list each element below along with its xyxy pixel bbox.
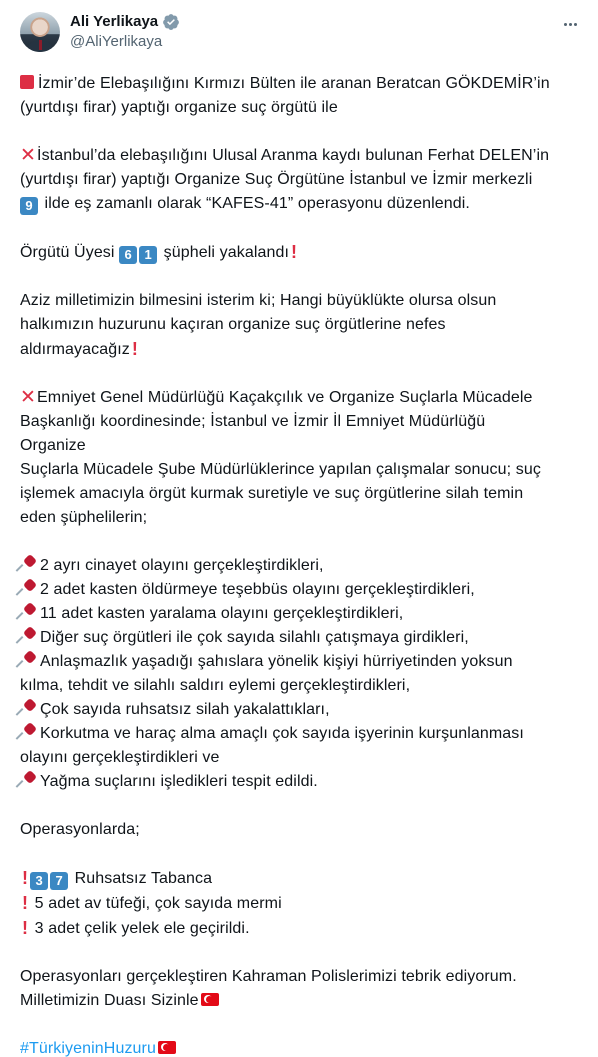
exclamation-icon: !: [131, 339, 139, 359]
text-segment: 5 adet av tüfeği, çok sayıda mermi: [30, 895, 282, 912]
pushpin-icon: [20, 723, 38, 741]
pushpin-icon: [20, 771, 38, 789]
paragraph-gap: [20, 120, 582, 144]
text-line: [20, 916, 582, 941]
exclamation-icon: !: [291, 242, 298, 262]
pushpin-icon: [20, 603, 38, 621]
hashtag-link[interactable]: #TürkiyeninHuzuru: [20, 1040, 156, 1057]
paragraph-gap: [20, 1013, 582, 1037]
text-line: [20, 891, 582, 916]
text-line: [20, 698, 582, 722]
text-segment: 11 adet kasten yaralama olayını gerçekleştirdikleri,: [40, 605, 404, 622]
turkey-flag-icon: [201, 993, 219, 1006]
text-line: [20, 866, 582, 891]
text-line: [20, 386, 582, 410]
author-handle[interactable]: @AliYerlikaya: [70, 33, 163, 50]
exclamation-icon: !: [22, 893, 29, 913]
tweet-header: [20, 12, 582, 56]
text-line: [20, 626, 582, 650]
text-line: [20, 289, 582, 313]
pushpin-icon: [20, 555, 38, 573]
author-identity: [70, 12, 180, 52]
text-segment: Çok sayıda ruhsatsız silah yakalattıkları,: [40, 701, 330, 718]
text-segment: Milletimizin Duası Sizinle: [20, 992, 199, 1009]
turkey-flag-icon: [158, 1041, 176, 1054]
text-line: [20, 168, 582, 192]
text-line: [20, 722, 582, 746]
text-segment: Korkutma ve haraç alma amaçlı çok sayıda işyerinin kurşunlanması: [40, 725, 524, 742]
more-options-icon[interactable]: [558, 14, 582, 34]
text-segment: Aziz milletimizin bilmesini isterim ki; Hangi büyüklükte olursa olsun: [20, 292, 497, 309]
text-segment: Operasyonlarda;: [20, 821, 140, 838]
text-line: [20, 650, 582, 674]
paragraph-gap: [20, 265, 582, 289]
cross-mark-icon: ✕: [20, 145, 37, 166]
cross-mark-icon: ✕: [20, 387, 37, 408]
text-segment: 2 adet kasten öldürmeye teşebbüs olayını gerçekleştirdikleri,: [40, 581, 475, 598]
text-segment: 3 adet çelik yelek ele geçirildi.: [30, 920, 250, 937]
text-segment: Yağma suçlarını işledikleri tespit edildi.: [40, 773, 318, 790]
text-line: [20, 482, 582, 506]
text-line: [20, 240, 582, 265]
number-keycap-icon: 1: [139, 246, 157, 264]
text-segment: halkımızın huzurunu kaçıran organize suç örgütlerine nefes: [20, 316, 446, 333]
text-segment: (yurtdışı firar) yaptığı organize suç örgütü ile: [20, 99, 338, 116]
text-segment: olayını gerçekleştirdikleri ve: [20, 749, 220, 766]
text-line: [20, 1037, 582, 1057]
text-line: [20, 96, 582, 120]
paragraph-gap: [20, 794, 582, 818]
text-line: [20, 410, 582, 434]
text-line: [20, 192, 582, 216]
text-line: [20, 578, 582, 602]
text-segment: işlemek amacıyla örgüt kurmak suretiyle ve suç örgütlerine silah temin: [20, 485, 524, 502]
paragraph-gap: [20, 842, 582, 866]
text-segment: eden şüphelilerin;: [20, 509, 148, 526]
text-line: [20, 746, 582, 770]
text-segment: (yurtdışı firar) yaptığı Organize Suç Örgütüne İstanbul ve İzmir merkezli: [20, 171, 533, 188]
red-square-icon: [20, 75, 34, 89]
exclamation-icon: !: [22, 918, 29, 938]
text-segment: Suçlarla Mücadele Şube Müdürlüklerince yapılan çalışmalar sonucu; suç: [20, 461, 541, 478]
text-segment: 2 ayrı cinayet olayını gerçekleştirdikleri,: [40, 557, 324, 574]
text-segment: Örgütü Üyesi: [20, 244, 120, 261]
number-keycap-icon: 3: [30, 872, 48, 890]
number-keycap-icon: 7: [50, 872, 68, 890]
text-line: [20, 434, 582, 458]
tweet-text: [20, 72, 582, 1057]
text-line: [20, 458, 582, 482]
text-line: [20, 989, 582, 1013]
text-segment: Emniyet Genel Müdürlüğü Kaçakçılık ve Organize Suçlarla Mücadele: [37, 389, 533, 406]
paragraph-gap: [20, 530, 582, 554]
text-segment: İstanbul’da elebaşılığını Ulusal Aranma kaydı bulunan Ferhat DELEN’in: [37, 147, 550, 164]
number-keycap-icon: 9: [20, 197, 38, 215]
text-line: [20, 313, 582, 337]
author-name[interactable]: Ali Yerlikaya: [70, 13, 159, 30]
text-segment: Anlaşmazlık yaşadığı şahıslara yönelik kişiyi hürriyetinden yoksun: [40, 653, 513, 670]
pushpin-icon: [20, 699, 38, 717]
text-line: [20, 337, 582, 362]
text-segment: Operasyonları gerçekleştiren Kahraman Polislerimizi tebrik ediyorum.: [20, 968, 517, 985]
text-segment: aldırmayacağız: [20, 341, 130, 358]
avatar[interactable]: [20, 12, 60, 52]
text-segment: ilde eş zamanlı olarak “KAFES-41” operasyonu düzenlendi.: [40, 195, 470, 212]
text-segment: Diğer suç örgütleri ile çok sayıda silahlı çatışmaya girdikleri,: [40, 629, 469, 646]
exclamation-icon: !: [22, 868, 29, 888]
text-segment: Organize: [20, 437, 86, 454]
text-line: [20, 506, 582, 530]
text-segment: İzmir’de Elebaşılığını Kırmızı Bülten ile aranan Beratcan GÖKDEMİR’in: [38, 75, 550, 92]
text-line: [20, 818, 582, 842]
text-line: [20, 674, 582, 698]
pushpin-icon: [20, 627, 38, 645]
text-line: [20, 144, 582, 168]
paragraph-gap: [20, 362, 582, 386]
text-line: [20, 965, 582, 989]
text-segment: Başkanlığı koordinesinde; İstanbul ve İzmir İl Emniyet Müdürlüğü: [20, 413, 486, 430]
text-line: [20, 72, 582, 96]
pushpin-icon: [20, 579, 38, 597]
text-segment: Ruhsatsız Tabanca: [70, 870, 213, 887]
text-segment: kılma, tehdit ve silahlı saldırı eylemi gerçekleştirdikleri,: [20, 677, 411, 694]
paragraph-gap: [20, 941, 582, 965]
paragraph-gap: [20, 216, 582, 240]
verified-badge-icon[interactable]: [162, 13, 180, 31]
number-keycap-icon: 6: [119, 246, 137, 264]
pushpin-icon: [20, 651, 38, 669]
text-segment: şüpheli yakalandı: [159, 244, 290, 261]
text-line: [20, 602, 582, 626]
text-line: [20, 770, 582, 794]
text-line: [20, 554, 582, 578]
